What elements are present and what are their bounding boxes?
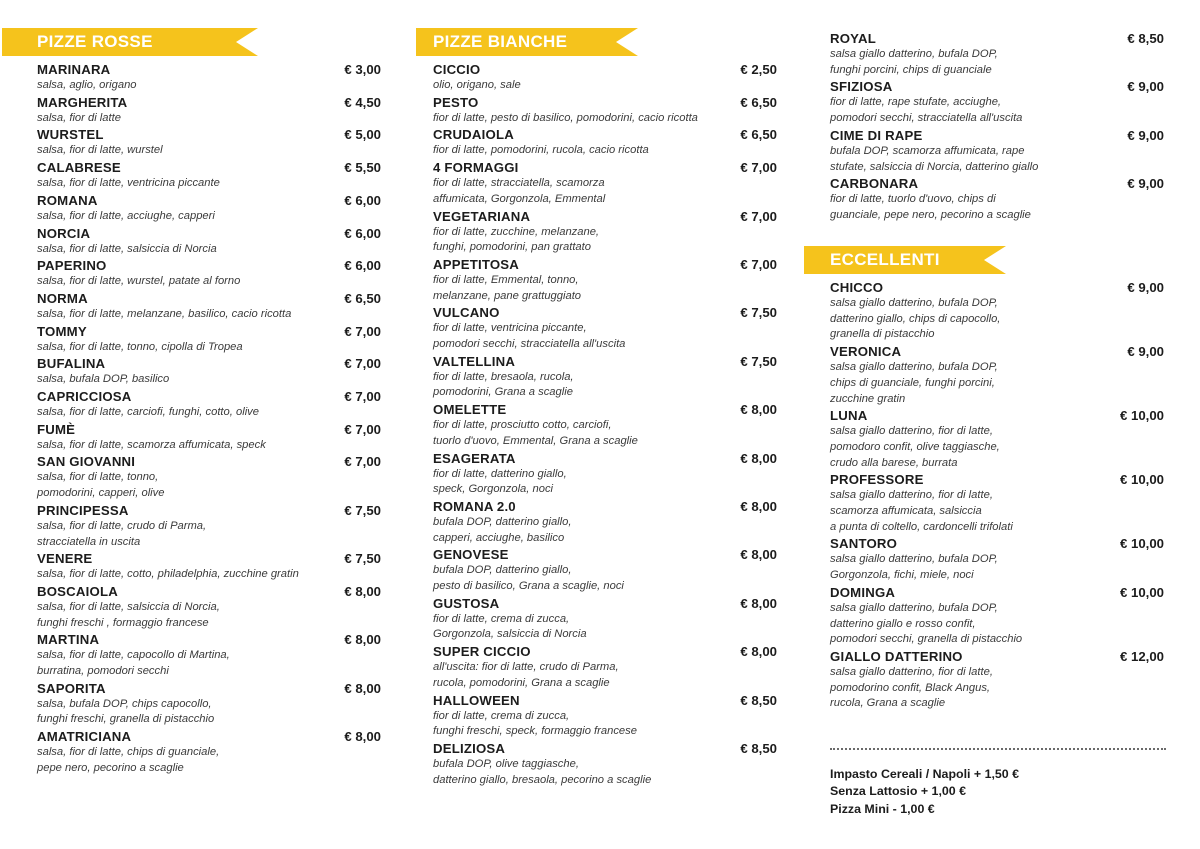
pizza-price: € 5,50 <box>344 160 381 176</box>
pizza-name: HALLOWEEN <box>433 692 520 708</box>
pizza-price: € 10,00 <box>1120 408 1164 424</box>
menu-item <box>830 127 1166 175</box>
menu-list-speciali <box>830 30 1166 224</box>
pizza-name: 4 FORMAGGI <box>433 160 519 176</box>
pizza-price: € 8,00 <box>740 450 777 466</box>
pizza-price: € 12,00 <box>1120 648 1164 664</box>
pizza-price: € 8,50 <box>740 692 777 708</box>
pizza-name: SAN GIOVANNI <box>37 454 136 470</box>
pizza-name: VALTELLINA <box>433 353 516 369</box>
menu-item <box>830 279 1166 343</box>
pizza-ingredients: salsa, fior di latte <box>37 111 121 124</box>
pizza-price: € 9,00 <box>1127 176 1164 192</box>
pizza-name: APPETITOSA <box>433 256 520 272</box>
pizza-price: € 7,50 <box>344 551 381 567</box>
pizza-name: GIALLO DATTERINO <box>830 648 963 664</box>
pizza-price: € 7,00 <box>344 356 381 372</box>
pizza-ingredients: fior di latte, ventricina piccante, pomodori secchi, stracciatella all'uscita <box>433 322 626 351</box>
pizza-price: € 6,00 <box>344 258 381 274</box>
pizza-name: CALABRESE <box>37 160 121 176</box>
pizza-price: € 3,00 <box>344 62 381 77</box>
menu-item <box>37 159 383 192</box>
pizza-price: € 7,00 <box>740 160 777 176</box>
pizza-price: € 7,00 <box>344 323 381 339</box>
pizza-price: € 8,00 <box>344 680 381 696</box>
pizza-ingredients: salsa giallo datterino, bufala DOP, funghi porcini, chips di guanciale <box>830 48 998 76</box>
menu-item <box>37 290 383 323</box>
pizza-ingredients: olio, origano, sale <box>433 79 521 91</box>
pizza-ingredients: salsa, fior di latte, wurstel <box>37 144 163 157</box>
pizza-price: € 5,00 <box>344 127 381 143</box>
section-banner-eccellenti <box>804 246 1006 274</box>
menu-list-eccellenti <box>830 279 1166 712</box>
menu-item <box>433 498 779 546</box>
menu-item <box>37 257 383 290</box>
pizza-ingredients: salsa, fior di latte, capocollo di Martina, burratina, pomodori secchi <box>37 649 230 678</box>
pizza-price: € 10,00 <box>1120 536 1164 552</box>
menu-item <box>433 256 779 304</box>
pizza-name: CAPRICCIOSA <box>37 389 132 405</box>
pizza-name: CRUDAIOLA <box>433 127 514 143</box>
pizza-name: VENERE <box>37 551 93 567</box>
menu-item <box>433 159 779 207</box>
pizza-name: CICCIO <box>433 62 481 77</box>
menu-item <box>433 126 779 159</box>
pizza-price: € 7,00 <box>740 256 777 272</box>
pizza-ingredients: bufala DOP, scamorza affumicata, rape stufate, salsiccia di Norcia, datterino giallo <box>830 144 1039 173</box>
pizza-name: VEGETARIANA <box>433 208 531 224</box>
pizza-ingredients: fior di latte, stracciatella, scamorza affumicata, Gorgonzola, Emmental <box>433 177 606 205</box>
section-banner-pizze-rosse <box>2 28 258 56</box>
menu-list-pizze-bianche <box>433 61 779 788</box>
pizza-name: PRINCIPESSA <box>37 502 129 518</box>
menu-item <box>37 225 383 258</box>
pizza-name: SAPORITA <box>37 680 106 696</box>
pizza-price: € 7,00 <box>344 454 381 470</box>
pizza-name: PAPERINO <box>37 258 107 274</box>
menu-item <box>433 304 779 352</box>
pizza-ingredients: salsa, fior di latte, acciughe, capperi <box>37 209 215 222</box>
menu-item <box>37 728 383 776</box>
menu-item <box>37 550 383 583</box>
pizza-price: € 6,50 <box>740 127 777 143</box>
pizza-ingredients: salsa giallo datterino, bufala DOP, datterino giallo, chips di capocollo, granella di pistacchio <box>830 297 1001 341</box>
menu-item <box>37 388 383 421</box>
menu-item <box>37 631 383 679</box>
pizza-ingredients: fior di latte, bresaola, rucola, pomodorini, Grana a scaglie <box>433 370 574 399</box>
pizza-price: € 2,50 <box>740 62 777 77</box>
pizza-price: € 6,50 <box>740 94 777 110</box>
pizza-price: € 8,00 <box>344 583 381 599</box>
pizza-name: AMATRICIANA <box>37 729 132 745</box>
pizza-name: MARTINA <box>37 632 100 648</box>
menu-item <box>433 450 779 498</box>
pizza-price: € 6,50 <box>344 290 381 306</box>
pizza-ingredients: salsa, fior di latte, crudo di Parma, stracciatella in uscita <box>37 519 207 548</box>
pizza-name: CIME DI RAPE <box>830 127 923 143</box>
pizza-ingredients: fior di latte, rape stufate, acciughe, pomodori secchi, stracciatella all'uscita <box>830 96 1023 125</box>
pizza-price: € 8,00 <box>740 595 777 611</box>
pizza-ingredients: salsa, fior di latte, cotto, philadelphia, zucchine gratin <box>37 568 299 581</box>
pizza-price: € 7,50 <box>344 502 381 518</box>
pizza-ingredients: salsa, fior di latte, ventricina piccante <box>37 177 220 190</box>
menu-item <box>830 407 1166 471</box>
pizza-ingredients: salsa, fior di latte, salsiccia di Norcia <box>37 242 217 255</box>
pizza-price: € 10,00 <box>1120 584 1164 600</box>
menu-item <box>37 680 383 728</box>
pizza-ingredients: salsa, fior di latte, wurstel, patate al forno <box>37 275 241 288</box>
pizza-name: SUPER CICCIO <box>433 644 531 660</box>
pizza-name: NORCIA <box>37 225 91 241</box>
pizza-price: € 9,00 <box>1127 127 1164 143</box>
pizza-name: MARINARA <box>37 62 111 77</box>
pizza-name: TOMMY <box>37 323 87 339</box>
menu-item <box>37 583 383 631</box>
menu-item <box>433 643 779 691</box>
pizza-ingredients: salsa, fior di latte, tonno, pomodorini, capperi, olive <box>37 471 165 500</box>
pizza-price: € 7,00 <box>344 421 381 437</box>
pizza-name: FUMÈ <box>37 421 76 437</box>
menu-item <box>37 94 383 127</box>
pizza-name: WURSTEL <box>37 127 104 143</box>
pizza-price: € 8,00 <box>740 547 777 563</box>
pizza-name: DOMINGA <box>830 584 896 600</box>
pizza-ingredients: salsa giallo datterino, fior di latte, pomodoro confit, olive taggiasche, crudo alla barese, burrata <box>830 425 1000 469</box>
pizza-name: VERONICA <box>830 344 902 360</box>
pizza-name: DELIZIOSA <box>433 740 506 756</box>
pizza-price: € 6,00 <box>344 225 381 241</box>
pizza-name: PROFESSORE <box>830 472 924 488</box>
pizza-ingredients: salsa, fior di latte, salsiccia di Norcia, funghi freschi , formaggio francese <box>37 600 220 629</box>
pizza-price: € 8,00 <box>740 402 777 418</box>
pizza-ingredients: salsa, fior di latte, scamorza affumicata, speck <box>37 438 266 451</box>
pizza-price: € 8,00 <box>344 632 381 648</box>
menu-item <box>37 421 383 454</box>
pizza-price: € 8,50 <box>740 740 777 756</box>
pizza-name: MARGHERITA <box>37 94 128 110</box>
menu-item <box>433 61 779 94</box>
pizza-ingredients: fior di latte, pesto di basilico, pomodorini, cacio ricotta <box>433 111 698 124</box>
pizza-ingredients: bufala DOP, datterino giallo, capperi, acciughe, basilico <box>433 515 572 544</box>
pizza-ingredients: salsa, aglio, origano <box>37 79 137 91</box>
pizza-name: CARBONARA <box>830 176 919 192</box>
pizza-ingredients: salsa giallo datterino, fior di latte, pomodorino confit, Black Angus, rucola, Grana a scaglie <box>830 665 993 710</box>
pizza-price: € 10,00 <box>1120 472 1164 488</box>
pizza-ingredients: salsa, fior di latte, tonno, cipolla di Tropea <box>37 340 243 353</box>
pizza-ingredients: bufala DOP, olive taggiasche, datterino giallo, bresaola, pecorino a scaglie <box>433 757 652 786</box>
menu-item <box>37 126 383 159</box>
pizza-price: € 7,50 <box>740 305 777 321</box>
pizza-name: CHICCO <box>830 280 884 295</box>
menu-item <box>37 323 383 356</box>
pizza-ingredients: all'uscita: fior di latte, crudo di Parma, rucola, pomodorini, Grana a scaglie <box>433 661 619 689</box>
note-pizza-mini: Pizza Mini - 1,00 € <box>830 801 935 816</box>
pizza-price: € 7,00 <box>740 208 777 224</box>
pizza-ingredients: salsa, fior di latte, melanzane, basilico, cacio ricotta <box>37 307 292 320</box>
pizza-ingredients: fior di latte, crema di zucca, Gorgonzola, salsiccia di Norcia <box>433 612 587 641</box>
pizza-ingredients: fior di latte, datterino giallo, speck, Gorgonzola, noci <box>433 467 567 496</box>
pizza-price: € 8,00 <box>344 729 381 745</box>
pizza-ingredients: salsa giallo datterino, fior di latte, scamorza affumicata, salsiccia a punta di coltello, cardoncelli trifolati <box>830 489 1013 533</box>
note-impasto: Impasto Cereali / Napoli + 1,50 € <box>830 767 1020 781</box>
menu-item <box>37 192 383 225</box>
section-title: ECCELLENTI <box>830 250 940 269</box>
menu-list-pizze-rosse <box>37 61 383 777</box>
pizza-price: € 7,00 <box>344 389 381 405</box>
section-banner-pizze-bianche <box>416 28 638 56</box>
pizza-price: € 9,00 <box>1127 344 1164 360</box>
menu-item <box>433 401 779 449</box>
pizza-ingredients: salsa, fior di latte, carciofi, funghi, cotto, olive <box>37 406 259 419</box>
menu-item <box>433 692 779 740</box>
pizza-ingredients: fior di latte, crema di zucca, funghi freschi, speck, formaggio francese <box>433 709 637 738</box>
pizza-name: SANTORO <box>830 536 898 552</box>
pizza-ingredients: salsa, fior di latte, chips di guanciale, pepe nero, pecorino a scaglie <box>37 746 220 774</box>
pizza-price: € 6,00 <box>344 192 381 208</box>
extras-notes <box>830 766 1019 818</box>
pizza-ingredients: salsa giallo datterino, bufala DOP, datterino giallo e rosso confit, pomodori secchi, granella di pistacchio <box>830 601 1023 646</box>
pizza-name: BOSCAIOLA <box>37 583 118 599</box>
pizza-name: VULCANO <box>433 305 500 321</box>
pizza-name: PESTO <box>433 94 479 110</box>
menu-item <box>37 355 383 388</box>
menu-item <box>830 343 1166 407</box>
pizza-ingredients: salsa giallo datterino, bufala DOP, Gorgonzola, fichi, miele, noci <box>830 553 998 582</box>
pizza-ingredients: fior di latte, prosciutto cotto, carciofi, tuorlo d'uovo, Emmental, Grana a scaglie <box>433 419 638 447</box>
pizza-price: € 8,50 <box>1127 31 1164 46</box>
dotted-divider <box>830 748 1166 750</box>
pizza-price: € 8,00 <box>740 644 777 660</box>
menu-item <box>830 175 1166 223</box>
section-title: PIZZE BIANCHE <box>433 32 568 51</box>
pizza-name: GENOVESE <box>433 547 509 563</box>
menu-item <box>37 453 383 501</box>
pizza-name: ESAGERATA <box>433 450 516 466</box>
menu-item <box>433 595 779 643</box>
pizza-name: OMELETTE <box>433 402 507 418</box>
menu-item <box>830 30 1166 78</box>
pizza-name: GUSTOSA <box>433 595 500 611</box>
pizza-price: € 7,50 <box>740 353 777 369</box>
menu-item <box>830 471 1166 535</box>
menu-item <box>433 740 779 788</box>
pizza-ingredients: bufala DOP, datterino giallo, pesto di basilico, Grana a scaglie, noci <box>433 564 624 593</box>
pizza-ingredients: fior di latte, zucchine, melanzane, funghi, pomodorini, pan grattato <box>433 225 600 254</box>
pizza-name: ROMANA <box>37 192 98 208</box>
pizza-name: BUFALINA <box>37 356 106 372</box>
pizza-name: SFIZIOSA <box>830 79 893 95</box>
pizza-ingredients: fior di latte, pomodorini, rucola, cacio ricotta <box>433 144 649 157</box>
pizza-ingredients: salsa giallo datterino, bufala DOP, chips di guanciale, funghi porcini, zucchine gratin <box>830 361 998 405</box>
menu-item <box>830 535 1166 583</box>
menu-item <box>37 502 383 550</box>
pizza-price: € 9,00 <box>1127 280 1164 295</box>
menu-item <box>830 78 1166 126</box>
pizza-price: € 9,00 <box>1127 79 1164 95</box>
menu-item <box>433 94 779 127</box>
menu-item <box>433 353 779 401</box>
menu-item <box>37 61 383 94</box>
pizza-name: NORMA <box>37 290 88 306</box>
menu-item <box>830 584 1166 648</box>
pizza-name: LUNA <box>830 408 868 424</box>
pizza-ingredients: fior di latte, tuorlo d'uovo, chips di guanciale, pepe nero, pecorino a scaglie <box>830 193 1031 221</box>
section-title: PIZZE ROSSE <box>37 32 153 51</box>
menu-item <box>830 648 1166 712</box>
pizza-name: ROYAL <box>830 31 876 46</box>
pizza-price: € 4,50 <box>344 94 381 110</box>
note-senza-lattosio: Senza Lattosio + 1,00 € <box>830 784 967 799</box>
menu-item <box>433 208 779 256</box>
menu-item <box>433 546 779 594</box>
pizza-name: ROMANA 2.0 <box>433 498 516 514</box>
pizza-ingredients: salsa, bufala DOP, chips capocollo, funghi freschi, granella di pistacchio <box>37 697 215 726</box>
pizza-ingredients: fior di latte, Emmental, tonno, melanzane, pane grattuggiato <box>433 273 582 302</box>
pizza-price: € 8,00 <box>740 498 777 514</box>
pizza-ingredients: salsa, bufala DOP, basilico <box>37 373 170 386</box>
